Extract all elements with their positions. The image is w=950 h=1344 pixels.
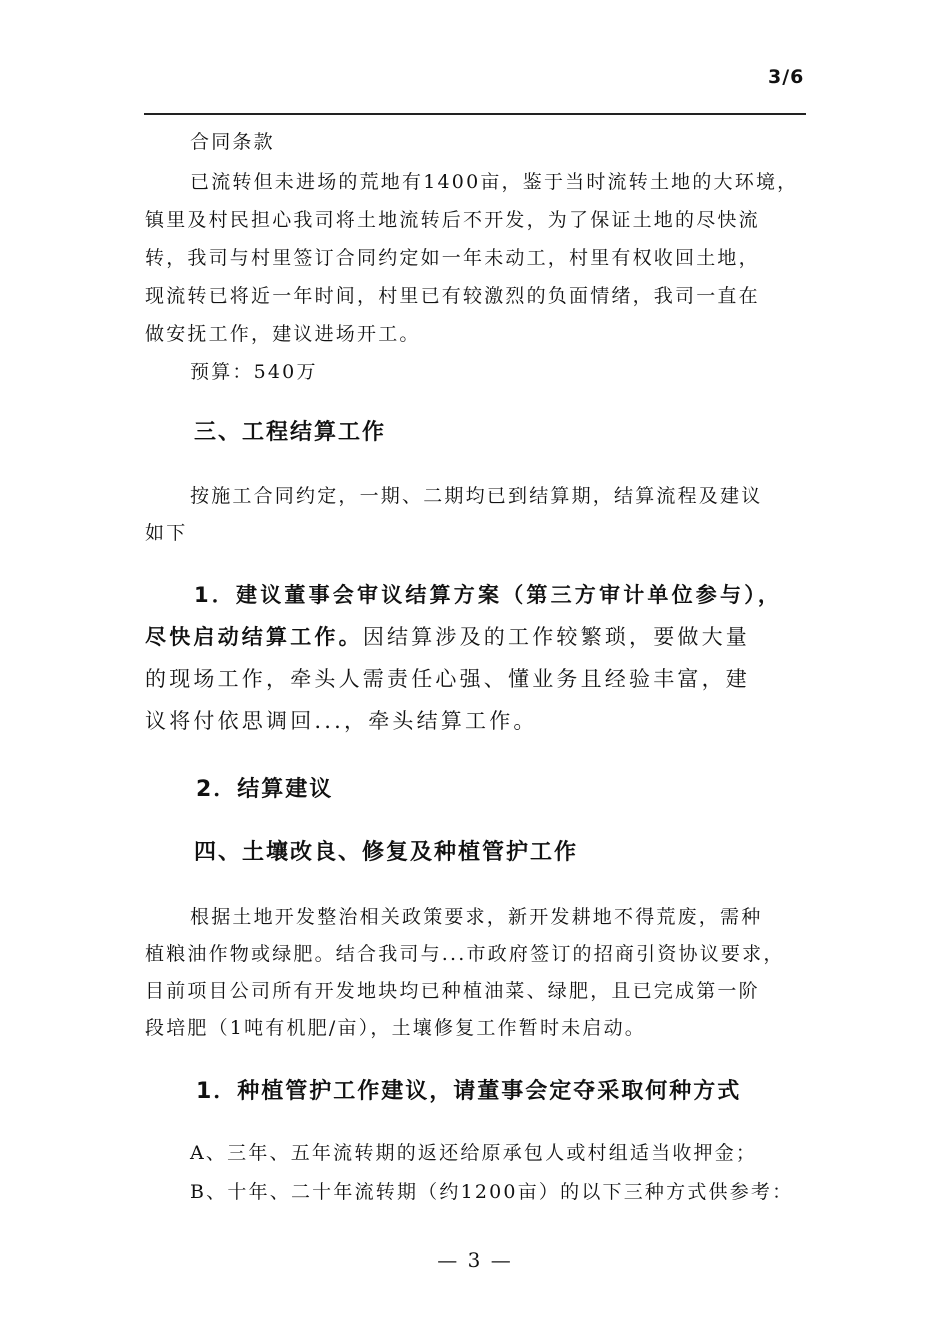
paragraph-line: 议将付依思调回...，牵头结算工作。: [145, 709, 538, 733]
budget-line: 预算：540万: [190, 361, 318, 383]
paragraph-line: 根据土地开发整治相关政策要求，新开发耕地不得荒废，需种: [190, 906, 763, 928]
paragraph-line: B、十年、二十年流转期（约1200亩）的以下三种方式供参考：: [190, 1181, 794, 1203]
paragraph-line: 按施工合同约定，一期、二期均已到结算期，结算流程及建议: [190, 485, 763, 507]
page-indicator: 3/6: [768, 66, 805, 88]
bold-phrase: 尽快启动结算工作。: [145, 625, 363, 649]
header-rule: [144, 113, 806, 115]
section-heading-4: 四、土壤改良、修复及种植管护工作: [194, 840, 579, 865]
paragraph-line: 段培肥（1吨有机肥/亩），土壤修复工作暂时未启动。: [145, 1017, 646, 1039]
paragraph-line: 的现场工作，牵头人需责任心强、懂业务且经验丰富，建: [145, 667, 750, 691]
subheading-line: 1．种植管护工作建议，请董事会定夺采取何种方式: [196, 1079, 742, 1104]
subheading-line: 2．结算建议: [196, 777, 334, 802]
paragraph-line: A、三年、五年流转期的返还给原承包人或村组适当收押金；: [190, 1142, 758, 1164]
paragraph-line: 植粮油作物或绿肥。结合我司与...市政府签订的招商引资协议要求，: [145, 943, 785, 965]
page-number-footer: — 3 —: [437, 1248, 513, 1272]
plain-phrase: 因结算涉及的工作较繁琐，要做大量: [362, 625, 751, 649]
paragraph-line: 已流转但未进场的荒地有1400亩，鉴于当时流转土地的大环境，: [190, 171, 799, 193]
subheading-line: 1．建议董事会审议结算方案（第三方审计单位参与），: [194, 583, 783, 607]
paragraph-line: 如下: [145, 522, 188, 544]
paragraph-line: 镇里及村民担心我司将土地流转后不开发，为了保证土地的尽快流: [145, 209, 760, 231]
paragraph-line: 做安抚工作，建议进场开工。: [145, 323, 421, 345]
paragraph-line: 转，我司与村里签订合同约定如一年未动工，村里有权收回土地，: [145, 247, 760, 269]
paragraph-line: 现流转已将近一年时间，村里已有较激烈的负面情绪，我司一直在: [145, 285, 760, 307]
section-heading-3: 三、工程结算工作: [194, 420, 387, 445]
paragraph-line: 目前项目公司所有开发地块均已种植油菜、绿肥，且已完成第一阶: [145, 980, 760, 1002]
paragraph-line: 合同条款: [190, 131, 275, 153]
paragraph-line: [145, 621, 807, 651]
